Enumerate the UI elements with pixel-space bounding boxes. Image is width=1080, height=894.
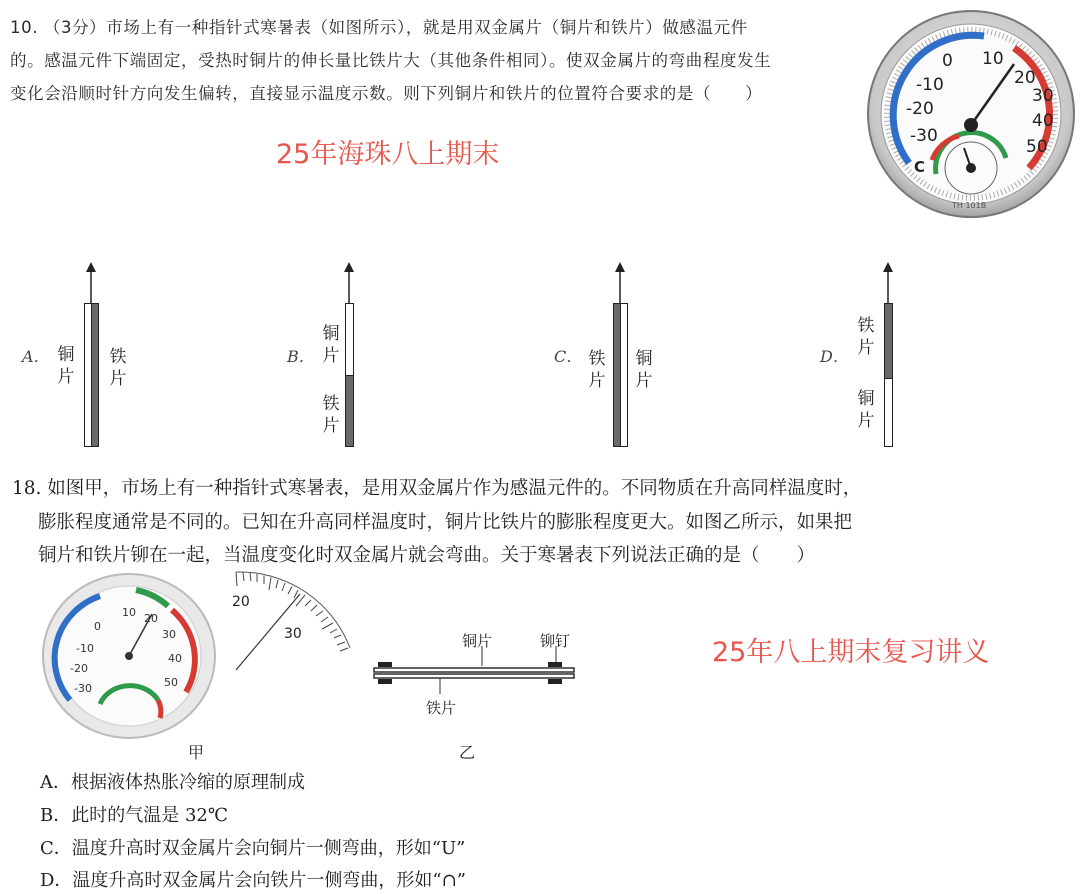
option-d-strip-top	[884, 303, 893, 379]
q10-gauge-unit: C	[914, 158, 926, 176]
option-c-label[interactable]: C．	[554, 347, 583, 366]
choice-a[interactable]: A．根据液体热胀冷缩的原理制成	[40, 772, 305, 793]
arrow-up-icon	[83, 262, 99, 306]
q10-gauge-tick: 50	[1026, 137, 1048, 157]
q18-zoom-tick: 20	[232, 594, 250, 610]
fig-jia-caption: 甲	[188, 743, 205, 762]
option-a-right-label: 铁片	[109, 347, 127, 389]
q18-gauge-tick: 50	[164, 676, 178, 689]
q18-gauge-tick: 40	[168, 652, 182, 665]
choice-c[interactable]: C．温度升高时双金属片会向铜片一侧弯曲，形如“U”	[40, 838, 466, 859]
label-copper: 铜片	[462, 632, 493, 650]
option-b-strip-top	[345, 303, 354, 376]
q10-line-3: 变化会沿顺时针方向发生偏转，直接显示温度示数。则下列铜片和铁片的位置符合要求的是（ ）	[10, 84, 763, 103]
option-c-strip-right	[620, 303, 628, 447]
q18-gauge-tick: 30	[162, 628, 176, 641]
q18-gauge-tick: 20	[144, 612, 158, 625]
option-d-top-label: 铁片	[857, 316, 875, 358]
option-d-bottom-label: 铜片	[857, 389, 875, 431]
q18-zoom-tick: 30	[284, 626, 302, 642]
q10-gauge-tick: 0	[942, 51, 953, 71]
q10-line-2: 的。感温元件下端固定，受热时铜片的伸长量比铁片大（其他条件相同）。使双金属片的弯曲程度发生	[10, 51, 772, 70]
option-c-right-label: 铜片	[635, 349, 653, 391]
option-b-top-label: 铜片	[322, 324, 340, 366]
q10-line-1: 10. （3分）市场上有一种指针式寒暑表（如图所示），就是用双金属片（铜片和铁片）做感温元件	[10, 18, 748, 37]
option-b-strip-bottom	[345, 375, 354, 447]
option-a-label[interactable]: A．	[22, 347, 50, 366]
option-a-strip-right	[91, 303, 99, 447]
q18-line-2: 膨胀程度通常是不同的。已知在升高同样温度时，铜片比铁片的膨胀程度更大。如图乙所示，如果把	[38, 512, 853, 533]
q10-gauge-tick: 40	[1032, 111, 1054, 131]
q18-gauge-tick: -10	[76, 642, 94, 655]
arrow-up-icon	[880, 262, 896, 306]
q18-line-1: 18. 如图甲，市场上有一种指针式寒暑表，是用双金属片作为感温元件的。不同物质在升高同样温度时，	[12, 478, 862, 499]
label-rivet: 铆钉	[540, 632, 571, 650]
option-b-bottom-label: 铁片	[322, 394, 340, 436]
q18-zoom-scale	[230, 566, 354, 672]
option-d-label[interactable]: D．	[820, 347, 849, 366]
q10-gauge-tick: -10	[916, 75, 944, 95]
watermark-q18: 25年八上期末复习讲义	[712, 637, 990, 668]
option-d-strip-bottom	[884, 378, 893, 447]
q18-gauge-figure	[40, 572, 218, 742]
q18-line-3: 铜片和铁片铆在一起，当温度变化时双金属片就会弯曲。关于寒暑表下列说法正确的是（ ）	[38, 545, 816, 566]
choice-d[interactable]: D．温度升高时双金属片会向铁片一侧弯曲，形如“∩”	[40, 870, 466, 891]
option-b-label[interactable]: B．	[287, 347, 315, 366]
arrow-up-icon	[612, 262, 628, 306]
q18-gauge-tick: -20	[70, 662, 88, 675]
q10-gauge-tick: 20	[1014, 68, 1036, 88]
q10-gauge-figure	[864, 8, 1078, 220]
option-a-left-label: 铜片	[57, 345, 75, 387]
q18-gauge-tick: 0	[94, 620, 101, 633]
option-c-left-label: 铁片	[588, 349, 606, 391]
q10-gauge-tick: -30	[910, 126, 938, 146]
q18-gauge-tick: -30	[74, 682, 92, 695]
q10-gauge-tick: 30	[1032, 86, 1054, 106]
q10-gauge-model: TH 101B	[952, 201, 987, 210]
arrow-up-icon	[341, 262, 357, 306]
watermark-q10: 25年海珠八上期末	[276, 139, 500, 170]
fig-yi-caption: 乙	[459, 743, 476, 762]
label-iron: 铁片	[426, 699, 457, 717]
choice-b[interactable]: B．此时的气温是 32℃	[40, 805, 228, 826]
q10-gauge-tick: -20	[906, 99, 934, 119]
q18-gauge-tick: 10	[122, 606, 136, 619]
q10-gauge-tick: 10	[982, 49, 1004, 69]
